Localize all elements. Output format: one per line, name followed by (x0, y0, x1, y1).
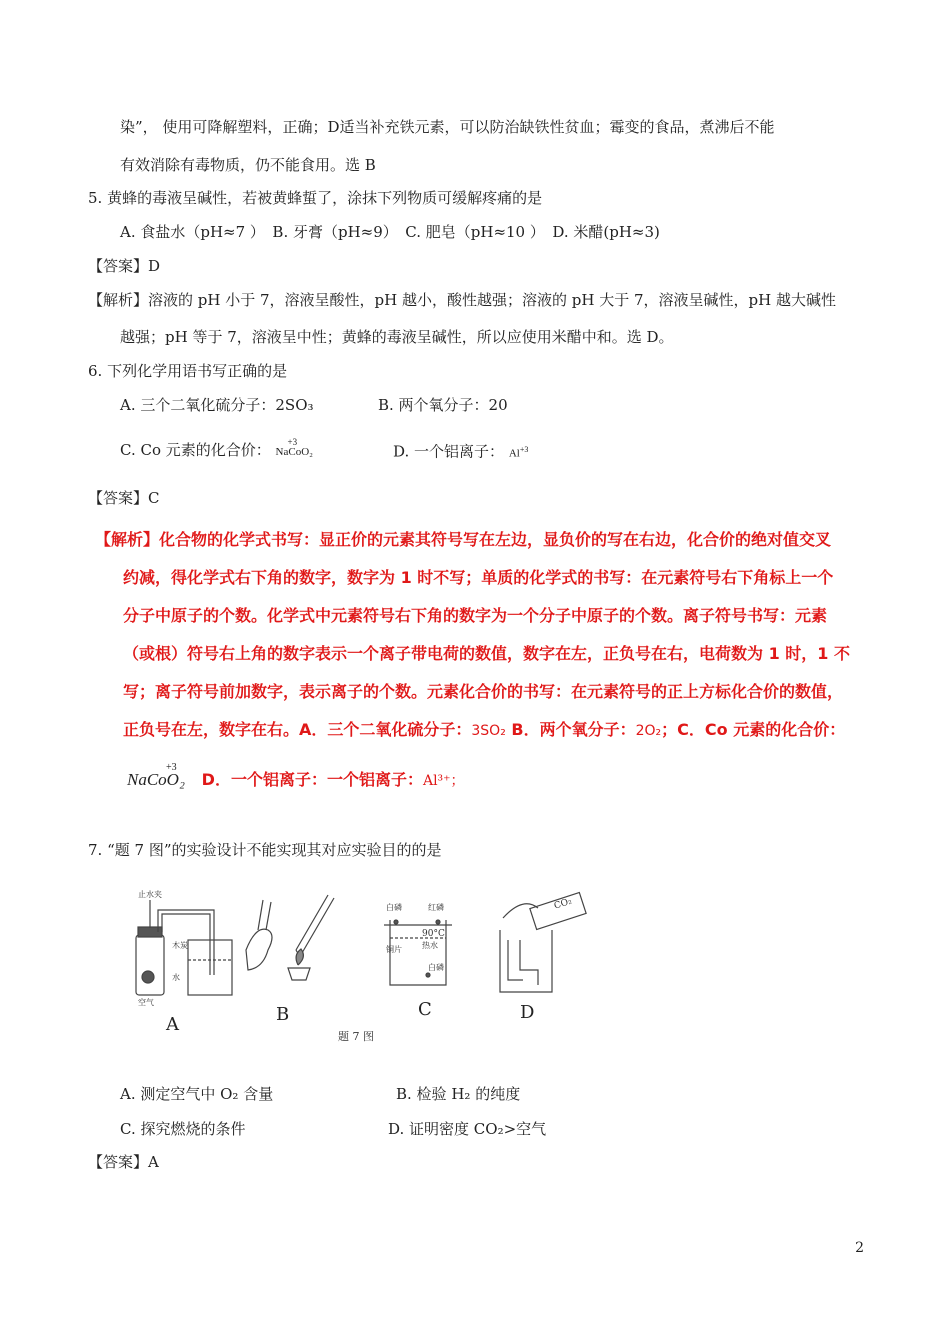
figure-b-apparatus (246, 895, 334, 980)
q6-answer: 【答案】C (88, 489, 160, 507)
q7-option-a: A. 测定空气中 O₂ 含量 (120, 1085, 274, 1103)
figure-c-label-white-p2: 白磷 (428, 963, 444, 972)
q5-analysis-line1: 【解析】溶液的 pH 小于 7，溶液呈酸性，pH 越小，酸性越强；溶液的 pH 大于 7，溶液呈碱性，pH 越大碱性 (88, 291, 836, 309)
q5-analysis-line2: 越强；pH 等于 7，溶液呈中性；黄蜂的毒液呈碱性，所以应使用米醋中和。选 D。 (120, 328, 674, 346)
q6-analysis-line1: 【解析】化合物的化学式书写：显正价的元素其符号写在左边，显负价的写在右边，化合价的绝对值交叉 (95, 530, 832, 549)
q6-option-d (393, 440, 528, 464)
q6-analysis-line6-prefix: 正负号在左，数字在右。A．三个二氧化硫分子： (123, 720, 472, 739)
q5-stem: 5. 黄蜂的毒液呈碱性，若被黄蜂蜇了，涂抹下列物质可缓解疼痛的是 (88, 189, 543, 207)
q7-option-c: C. 探究燃烧的条件 (120, 1120, 246, 1138)
q6-option-c (120, 437, 313, 462)
q6-analysis-c-label: ；C．Co 元素的化合价： (661, 720, 846, 739)
figure-a-label-carbon: 木炭 (172, 941, 188, 950)
figure-a-label-clamp: 止水夹 (138, 890, 162, 899)
figure-label-a: A (166, 1014, 179, 1035)
q6-option-d-charge: +3 (519, 445, 529, 454)
figure-c-label-white-p: 白磷 (386, 903, 402, 912)
q7-option-b: B. 检验 H₂ 的纯度 (396, 1085, 521, 1103)
figure-c-label-temp: 90°C (422, 929, 445, 939)
q6-option-d-label: D. 一个铝离子： (393, 442, 505, 461)
figure-label-b: B (276, 1004, 290, 1025)
q6-analysis-line4: （或根）符号右上角的数字表示一个离子带电荷的数值，数字在左，正负号在右，电荷数为 1 时，1 不 (123, 644, 850, 663)
q6-analysis-line2: 约减，得化学式右下角的数字，数字为 1 时不写；单质的化学式的书写：在元素符号右下角标上一个 (123, 568, 834, 587)
q6-analysis-d-formula: Al³⁺； (422, 773, 465, 789)
q5-options: A. 食盐水（pH≈7 ） B. 牙膏（pH≈9） C. 肥皂（pH≈10 ） D. 米醋(pH≈3) (120, 223, 660, 241)
page-number: 2 (855, 1240, 864, 1256)
q6-option-d-formula-text: Al (508, 447, 520, 460)
q6-option-a: A. 三个二氧化硫分子：2SO₃ (120, 396, 314, 414)
q6-analysis-line6 (123, 720, 845, 741)
q6-analysis-b-formula: 2O₂ (635, 723, 662, 739)
q6-analysis-line3: 分子中原子的个数。化学式中元素符号右下角的数字为一个分子中原子的个数。离子符号书写：元素 (123, 606, 828, 625)
q6-analysis-line7 (127, 762, 465, 791)
q6-analysis-formula (127, 762, 185, 790)
figure-a-label-water: 水 (172, 973, 180, 982)
q6-option-d-formula (509, 440, 529, 464)
figure-c-label-red-p: 红磷 (428, 903, 444, 912)
figure-c-label-copper: 铜片 (386, 945, 402, 954)
figure-c-label-hot-water: 热水 (422, 941, 438, 950)
prev-analysis-line1: 染”， 使用可降解塑料，正确；D适当补充铁元素，可以防治缺铁性贫血；霉变的食品，煮沸后不能 (120, 118, 775, 136)
q7-figure (128, 880, 598, 1050)
q6-option-c-formula (275, 437, 313, 462)
q6-analysis-formula-text: NaCoO₂ (127, 770, 185, 789)
q6-analysis-b-label: B．两个氧分子： (511, 720, 636, 739)
q6-analysis-a-formula: 3SO₂ (471, 723, 506, 739)
q7-stem: 7. “题 7 图”的实验设计不能实现其对应实验目的的是 (88, 841, 442, 859)
figure-caption: 题 7 图 (338, 1030, 374, 1043)
figure-label-c: C (418, 999, 432, 1020)
q6-option-c-label: C. Co 元素的化合价： (120, 441, 271, 459)
q6-option-c-formula-text: NaCoO₂ (275, 446, 313, 458)
q7-answer: 【答案】A (88, 1153, 159, 1171)
figure-label-d: D (520, 1002, 535, 1023)
q6-analysis-d-label: D．一个铝离子：一个铝离子： (201, 770, 423, 789)
q6-analysis-valence: +3 (166, 762, 177, 773)
q5-answer: 【答案】D (88, 257, 161, 275)
prev-analysis-line2: 有效消除有毒物质，仍不能食用。选 B (120, 156, 376, 174)
q6-option-c-valence: +3 (287, 437, 298, 447)
figure-a-label-air: 空气 (138, 998, 154, 1007)
figure-d-apparatus (500, 893, 586, 992)
q6-option-b: B. 两个氧分子：20 (378, 396, 508, 414)
q6-analysis-line5: 写；离子符号前加数字，表示离子的个数。元素化合价的书写：在元素符号的正上方标化合价的数值， (123, 682, 844, 701)
q7-option-d: D. 证明密度 CO₂>空气 (388, 1120, 547, 1138)
figure-d-label-co2: CO₂ (553, 896, 574, 912)
q6-stem: 6. 下列化学用语书写正确的是 (88, 362, 288, 380)
